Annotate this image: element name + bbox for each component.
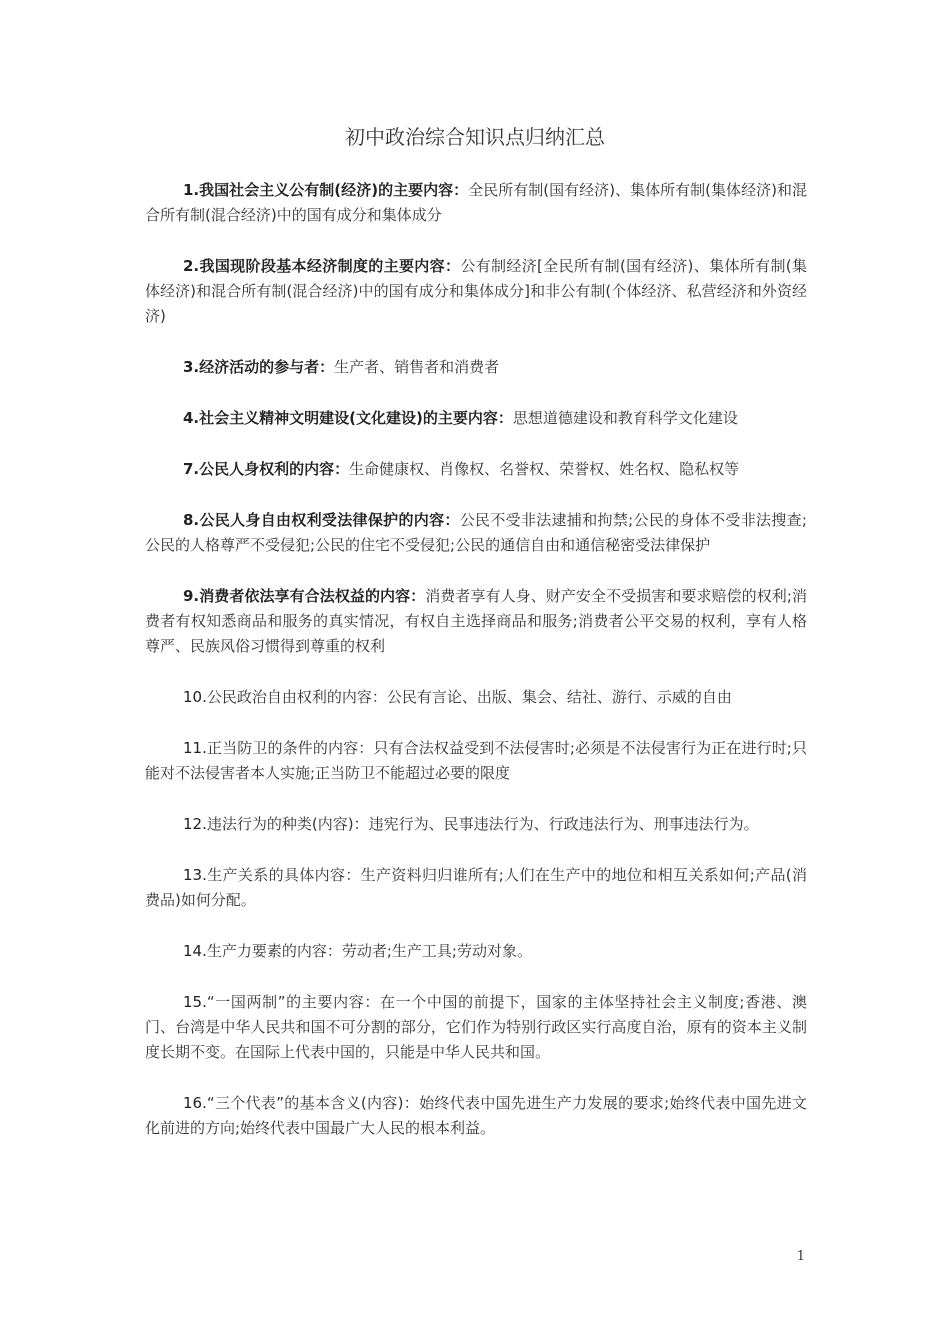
paragraph-text: 生产者、销售者和消费者 [334, 358, 500, 376]
paragraph-text: 生产力要素的内容：劳动者;生产工具;劳动对象。 [206, 942, 532, 960]
paragraph-text: 生命健康权、肖像权、名誉权、荣誉权、姓名权、隐私权等 [349, 460, 740, 478]
paragraph-lead: 3.经济活动的参与者： [183, 358, 335, 376]
paragraph [145, 812, 807, 837]
paragraph [145, 178, 807, 228]
paragraph-lead: 13. [183, 866, 207, 884]
paragraph-lead: 7.公民人身权利的内容： [183, 460, 350, 478]
paragraph-lead: 8.公民人身自由权利受法律保护的内容： [183, 511, 460, 529]
paragraph-lead: 11. [183, 739, 207, 757]
paragraph [145, 990, 807, 1065]
paragraph-text: 正当防卫的条件的内容：只有合法权益受到不法侵害时;必须是不法侵害行为正在进行时;只能对不法侵害者本人实施;正当防卫不能超过必要的限度 [145, 739, 807, 782]
page-number: 1 [796, 1249, 805, 1264]
paragraph-lead: 16. [183, 1094, 207, 1112]
paragraph-lead: 15. [183, 993, 207, 1011]
paragraph-text: 生产关系的具体内容：生产资料归归谁所有;人们在生产中的地位和相互关系如何;产品(消费品)如何分配。 [145, 866, 807, 909]
paragraph-lead: 12. [183, 815, 207, 833]
paragraph [145, 736, 807, 786]
paragraph-lead: 4.社会主义精神文明建设(文化建设)的主要内容： [183, 409, 513, 427]
paragraph-text: 公民政治自由权利的内容：公民有言论、出版、集会、结社、游行、示威的自由 [206, 688, 732, 706]
paragraph-text: 全民所有制(国有经济)、集体所有制(集体经济)和混合所有制(混合经济)中的国有成分和集体成分 [145, 181, 807, 224]
paragraph [145, 254, 807, 329]
paragraph [145, 457, 807, 482]
paragraph-text: 思想道德建设和教育科学文化建设 [512, 409, 738, 427]
paragraph [145, 863, 807, 913]
document-body [145, 178, 807, 1167]
paragraph-lead: 9.消费者依法享有合法权益的内容： [183, 587, 426, 605]
paragraph-lead: 10. [183, 688, 207, 706]
paragraph [145, 584, 807, 659]
paragraph [145, 508, 807, 558]
paragraph [145, 685, 807, 710]
paragraph-text: 公民不受非法逮捕和拘禁;公民的身体不受非法搜查;公民的人格尊严不受侵犯;公民的住宅不受侵犯;公民的通信自由和通信秘密受法律保护 [145, 511, 807, 554]
paragraph [145, 406, 807, 431]
paragraph-text: 消费者享有人身、财产安全不受损害和要求赔偿的权利;消费者有权知悉商品和服务的真实情况，有权自主选择商品和服务;消费者公平交易的权利，享有人格尊严、民族风俗习惯得到尊重的权利 [145, 587, 807, 655]
paragraph-text: 公有制经济[全民所有制(国有经济)、集体所有制(集体经济)和混合所有制(混合经济)中的国有成分和集体成分]和非公有制(个体经济、私营经济和外资经济) [145, 257, 807, 325]
paragraph-text: “三个代表”的基本含义(内容)：始终代表中国先进生产力发展的要求;始终代表中国先进文化前进的方向;始终代表中国最广大人民的根本利益。 [145, 1094, 807, 1137]
paragraph-lead: 2.我国现阶段基本经济制度的主要内容： [183, 257, 461, 275]
paragraph-text: 违法行为的种类(内容)：违宪行为、民事违法行为、行政违法行为、刑事违法行为。 [206, 815, 759, 833]
paragraph-lead: 14. [183, 942, 207, 960]
document-title: 初中政治综合知识点归纳汇总 [345, 125, 605, 149]
paragraph-text: “一国两制”的主要内容：在一个中国的前提下，国家的主体坚持社会主义制度;香港、澳门、台湾是中华人民共和国不可分割的部分，它们作为特别行政区实行高度自治，原有的资本主义制度长期不变。在国际上代表中国的，只能是中华人民共和国。 [145, 993, 807, 1061]
paragraph [145, 939, 807, 964]
paragraph [145, 1091, 807, 1141]
paragraph [145, 355, 807, 380]
paragraph-lead: 1.我国社会主义公有制(经济)的主要内容： [183, 181, 469, 199]
